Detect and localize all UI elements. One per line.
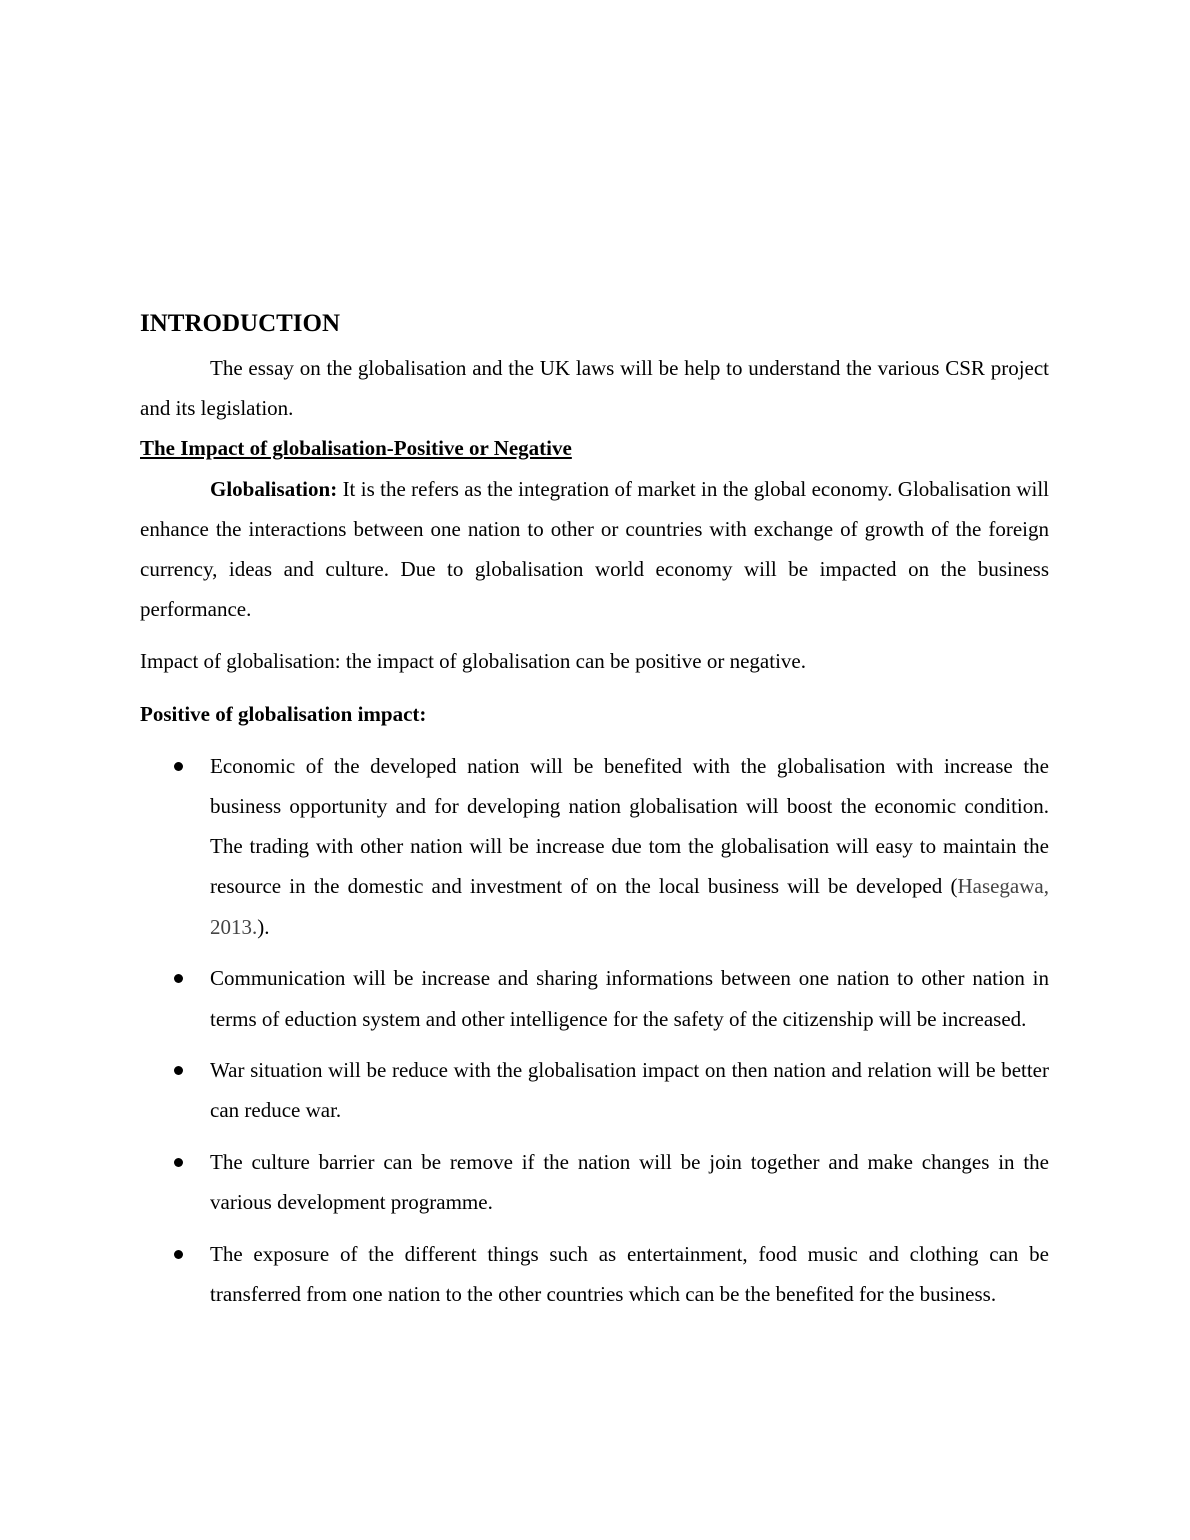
bullet-icon (174, 1250, 183, 1259)
bullet-item (140, 746, 1049, 947)
bullet-text: The exposure of the different things such as entertainment, food music and clothing can be transferred from one nation to the other countries which can be the benefited for the business. (210, 1242, 1049, 1307)
definition-text: It is the refers as the integration of market in the global economy. Globalisation will enhance the interactions between one nation to other or countries with exchange of growth of the foreign currency, ideas and culture. Due to globalisation world economy will be impacted on the business performance. (140, 476, 1049, 622)
bullet-item (140, 958, 1049, 1038)
bullet-icon (174, 974, 183, 983)
bullet-item (140, 1234, 1049, 1314)
document-page (140, 300, 1049, 1326)
bullet-suffix: ). (257, 914, 270, 939)
bullet-icon (174, 1158, 183, 1167)
definition-label: Globalisation: (210, 476, 338, 501)
bullet-text: Economic of the developed nation will be benefited with the globalisation with increase the business opportunity and for developing nation globalisation will boost the economic condition. The trading with other nation will be increase due tom the globalisation will easy to maintain the resource in the domestic and investment of on the local business will be developed ( (210, 753, 1049, 899)
bullet-text: The culture barrier can be remove if the nation will be join together and make changes in the various development programme. (210, 1150, 1049, 1215)
bullet-icon (174, 762, 183, 771)
bullet-icon (174, 1066, 183, 1075)
bullet-text: Communication will be increase and sharing informations between one nation to other nation in terms of eduction system and other intelligence for the safety of the citizenship will be increased. (210, 966, 1049, 1031)
impact-line: Impact of globalisation: the impact of globalisation can be positive or negative. (140, 649, 806, 674)
definition-paragraph (140, 469, 1049, 630)
bullet-item (140, 1050, 1049, 1130)
bullet-item (140, 1142, 1049, 1222)
positive-heading: Positive of globalisation impact: (140, 701, 427, 726)
citation-link[interactable]: Hasegawa, 2013. (210, 874, 1049, 939)
intro-heading: INTRODUCTION (140, 310, 341, 337)
positive-bullet-list (140, 746, 1049, 1315)
intro-paragraph: The essay on the globalisation and the UK laws will be help to understand the various CSR project and its legislation. (140, 356, 1049, 421)
impact-heading: The Impact of globalisation-Positive or Negative (140, 436, 572, 461)
bullet-text: War situation will be reduce with the globalisation impact on then nation and relation will be better can reduce war. (210, 1058, 1049, 1123)
